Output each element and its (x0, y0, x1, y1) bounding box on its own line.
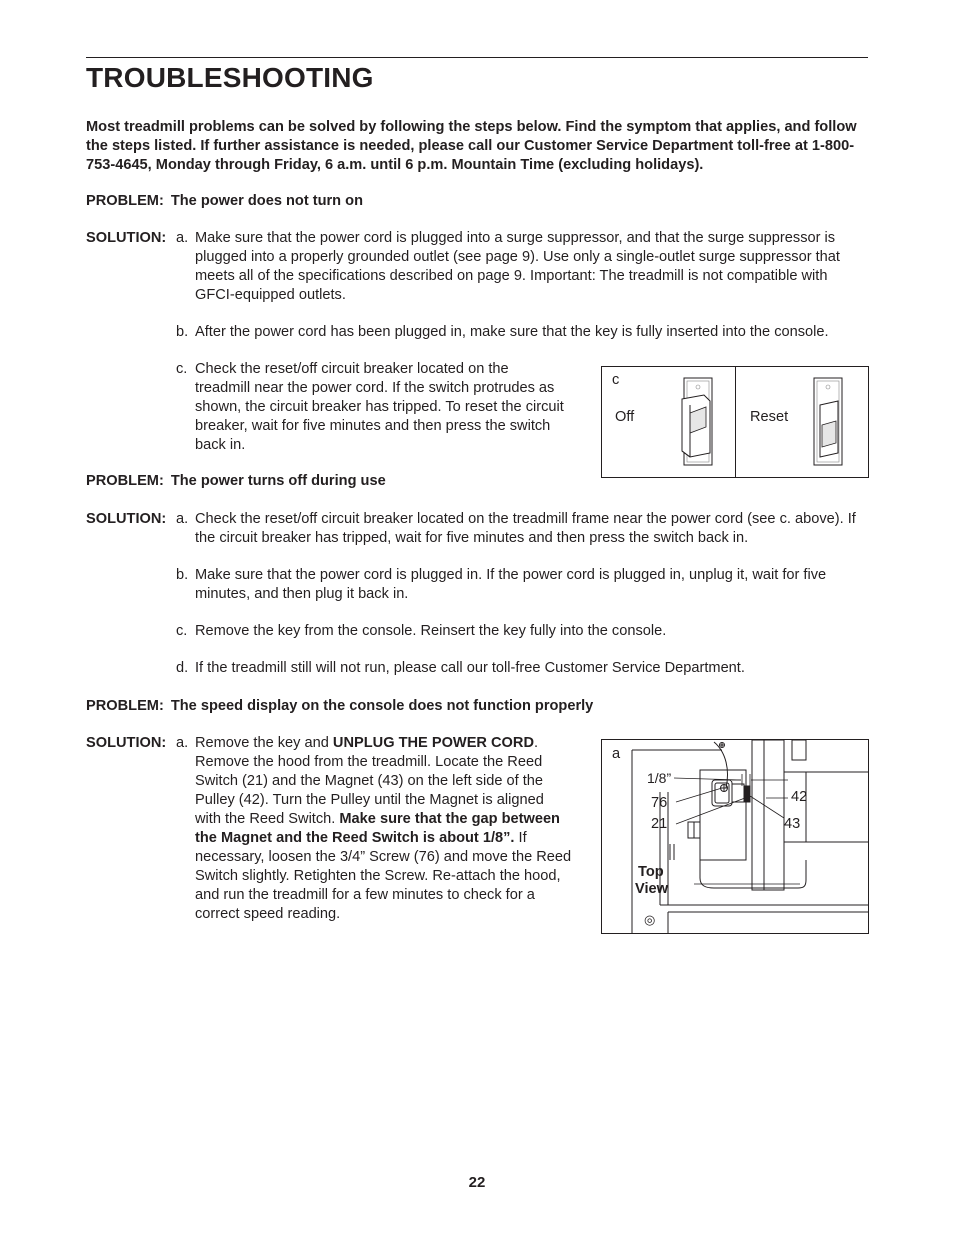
solution-label: SOLUTION: (86, 511, 167, 527)
step-letter: d. (176, 660, 189, 676)
step-text: Check the reset/off circuit breaker located on the treadmill near the power cord. If the switch protrudes as shown, the circuit breaker has tripped. To reset the circuit breaker, wait for five minutes and then press the switch back in. (195, 361, 564, 453)
step-letter: c. (176, 361, 188, 377)
problem-3-text: The speed display on the console does not function properly (170, 698, 594, 714)
orientation-icon: ◎ (644, 912, 656, 927)
step-text-bold: UNPLUG THE POWER CORD (332, 735, 534, 751)
step-text: If the treadmill still will not run, please call our toll-free Customer Service Department. (195, 660, 745, 676)
screw-label: 76 (651, 795, 668, 811)
problem-3-step-a (176, 734, 573, 924)
step-letter: a. (176, 230, 189, 246)
view-label-top: Top (638, 864, 664, 880)
problem-2 (86, 472, 386, 491)
step-letter: b. (176, 567, 189, 583)
problem-label: PROBLEM: (86, 698, 164, 714)
breaker-switch-off-icon (680, 377, 716, 467)
step-letter: a. (176, 735, 189, 751)
problem-label: PROBLEM: (86, 473, 164, 489)
reed-switch-label: 21 (651, 816, 668, 832)
step-letter: a. (176, 511, 189, 527)
reset-label: Reset (750, 409, 789, 425)
problem-1-step-c (176, 360, 564, 455)
breaker-switch-reset-icon (810, 377, 846, 467)
reed-switch-diagram (602, 740, 868, 933)
page-title: TROUBLESHOOTING (86, 62, 374, 93)
problem-1-step-b (176, 323, 876, 342)
step-text: Remove the key from the console. Reinsert the key fully into the console. (195, 623, 667, 639)
step-text: Make sure that the power cord is plugged into a surge suppressor, and that the surge suppressor is plugged into a properly grounded outlet (see page 9). Use only a single-outlet surge suppressor that meets all of the specifications described on page 9. Important: The treadmill is not compatible with GFCI-equipped outlets. (195, 230, 840, 303)
reed-switch-figure (601, 739, 869, 934)
problem-3 (86, 697, 593, 716)
pulley-label: 42 (791, 789, 808, 805)
top-rule (86, 57, 868, 58)
problem-2-step-b (176, 566, 856, 604)
view-label-bottom: View (635, 881, 668, 897)
step-text-part: Remove the key and (195, 735, 333, 751)
solution-label: SOLUTION: (86, 735, 167, 751)
step-text (195, 734, 573, 924)
problem-2-step-d (176, 659, 866, 678)
step-text-part: If necessary, loosen the 3/4” Screw (76) and move the Reed Switch slightly. Retighten the Screw. Re-attach the hood, and run the treadmill for a few minutes to check for a correct speed reading. (195, 830, 572, 922)
solution-label: SOLUTION: (86, 230, 167, 246)
intro-paragraph: Most treadmill problems can be solved by following the steps below. Find the symptom that applies, and follow the steps listed. If further assistance is needed, please call our Customer Service Department toll-free at 1-800-753-4645, Monday through Friday, 6 a.m. until 6 p.m. Mountain Time (excluding holidays). (86, 119, 857, 173)
problem-label: PROBLEM: (86, 193, 164, 209)
problem-1-step-a (176, 229, 866, 305)
magnet-label: 43 (784, 816, 801, 832)
step-text: After the power cord has been plugged in, make sure that the key is fully inserted into the console. (195, 324, 829, 340)
circuit-breaker-figure (601, 366, 869, 478)
problem-1-text: The power does not turn on (170, 193, 363, 209)
off-label: Off (615, 409, 635, 425)
problem-2-step-a (176, 510, 866, 548)
problem-1 (86, 192, 363, 211)
step-text-part: . Remove the hood from the treadmill. Locate the Reed Switch (21) and the Magnet (43) on the left side of the Pulley (42). Turn the Pulley until the Magnet is aligned with the Reed Switch. (195, 735, 544, 827)
step-text-bold: Make sure that the gap between the Magnet and the Reed Switch is about 1/8”. (195, 811, 560, 846)
page-number: 22 (468, 1174, 486, 1191)
step-letter: c. (176, 623, 188, 639)
problem-2-text: The power turns off during use (170, 473, 386, 489)
problem-2-step-c (176, 622, 866, 641)
step-text: Make sure that the power cord is plugged in. If the power cord is plugged in, unplug it, wait for five minutes, and then plug it back in. (195, 567, 827, 602)
step-letter: b. (176, 324, 189, 340)
figure-tag: c (612, 372, 620, 388)
figure-divider (735, 367, 736, 477)
step-text: Check the reset/off circuit breaker located on the treadmill frame near the power cord (see c. above). If the circuit breaker has tripped, wait for five minutes and then press the switch back in. (195, 511, 856, 546)
gap-label: 1/8” (647, 770, 672, 786)
figure-tag: a (612, 746, 621, 762)
